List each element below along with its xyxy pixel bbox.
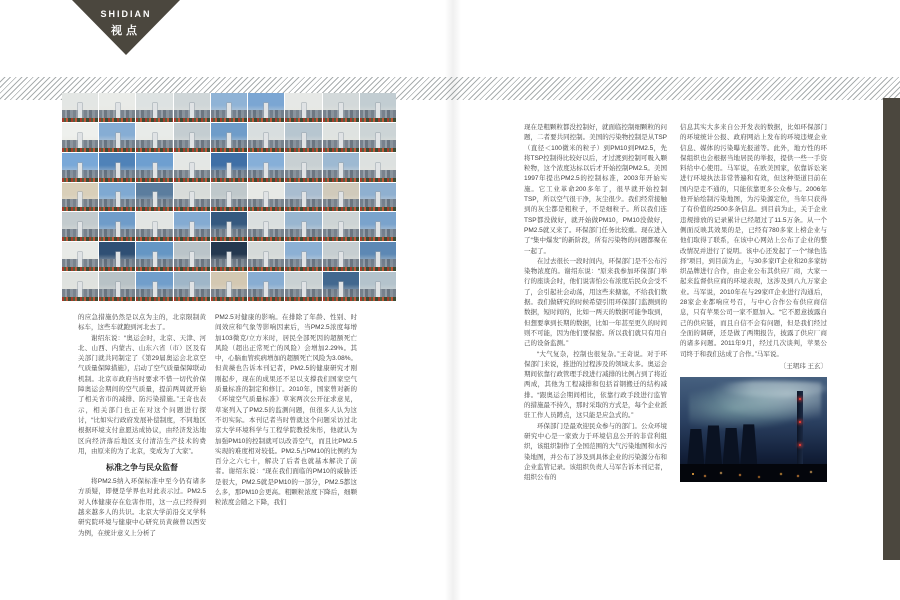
cooling-tower [723, 428, 740, 465]
flower-strip [360, 237, 396, 241]
flower-strip [99, 118, 135, 122]
sky-photo-thumbnail [174, 272, 210, 301]
tall-tower [302, 222, 306, 237]
sky-photo-thumbnail [285, 183, 321, 212]
ground-lights [692, 473, 694, 475]
tall-tower [376, 282, 380, 297]
right-edge-band [883, 98, 900, 560]
flower-strip [285, 148, 321, 152]
sky-photo-thumbnail [360, 212, 396, 241]
flower-strip [211, 237, 247, 241]
flower-strip [323, 178, 359, 182]
flower-strip [285, 297, 321, 301]
flower-strip [323, 207, 359, 211]
flower-strip [174, 207, 210, 211]
sky-photo-thumbnail [211, 93, 247, 122]
flower-strip [62, 148, 98, 152]
tall-tower [78, 103, 82, 118]
flower-strip [248, 297, 284, 301]
sky-photo-grid [62, 93, 396, 301]
tall-tower [116, 252, 120, 267]
tall-tower [264, 103, 268, 118]
sky-photo-thumbnail [323, 153, 359, 182]
tall-tower [264, 222, 268, 237]
flower-strip [62, 207, 98, 211]
flower-strip [323, 237, 359, 241]
flower-strip [136, 267, 172, 271]
tall-tower [264, 163, 268, 178]
power-plant-photo [680, 377, 827, 482]
tall-tower [264, 192, 268, 207]
tall-tower [376, 103, 380, 118]
left-page-column-1 [78, 313, 206, 539]
tall-tower [264, 252, 268, 267]
flower-strip [136, 297, 172, 301]
flower-strip [174, 148, 210, 152]
tall-tower [376, 252, 380, 267]
sky-photo-thumbnail [323, 123, 359, 152]
tall-tower [264, 133, 268, 148]
sky-photo-thumbnail [99, 183, 135, 212]
flower-strip [136, 237, 172, 241]
body-paragraph: 在过去很长一段时间内，环保部门是不公布污染物浓度的。谢绍东说：“原来我参加环保部门举行的座谈会时，他们说害怕公布浓度后民众会受不了，会引起社会动荡，用这些来搪塞，不给我们数据。我们做研究的时候希望引用环保部门监测到的数据，短时间的，比如一两天的数据可能争取到，但想要拿到长期的数据，比如一年甚至更久的时间则不可能，因为他们要保密。所以我们就只有用自己的设备监测。” [524, 257, 667, 348]
flower-strip [99, 267, 135, 271]
sky-photo-thumbnail [248, 183, 284, 212]
body-paragraph: “大气复杂，控制也很复杂。”王奇说。对于环保部门来说，推进的过程涉及的领域太多。奥运会期间依靠行政管理手段进行减排的比例占到了将近两成，其他为工程减排和包括首钢搬迁的结构减排。“跟奥运会期间相比，依靠行政手段进行监管的措施最不持久，那时采取的方式是，每个企业派驻工作人员蹲点，这只能是应急式的。” [524, 350, 667, 420]
flower-strip [174, 237, 210, 241]
sky-photo-thumbnail [323, 183, 359, 212]
flower-strip [323, 297, 359, 301]
tall-tower [78, 133, 82, 148]
tall-tower [339, 282, 343, 297]
flower-strip [99, 237, 135, 241]
flower-strip [136, 178, 172, 182]
sky-photo-thumbnail [62, 242, 98, 271]
body-paragraph: 的应急措施仍然是以点为主的，北京限制黄标车，这些车就跑到河北去了。 [78, 314, 206, 332]
tall-tower [116, 163, 120, 178]
sky-photo-thumbnail [136, 272, 172, 301]
flower-strip [136, 207, 172, 211]
flower-strip [360, 118, 396, 122]
sky-photo-thumbnail [211, 123, 247, 152]
flower-strip [248, 148, 284, 152]
section-heading: 标准之争与民众监督 [106, 463, 178, 473]
tall-tower [227, 252, 231, 267]
tall-tower [78, 282, 82, 297]
flower-strip [323, 267, 359, 271]
sky-photo-thumbnail [99, 272, 135, 301]
sky-photo-thumbnail [62, 123, 98, 152]
flower-strip [62, 297, 98, 301]
flower-strip [360, 148, 396, 152]
sky-photo-thumbnail [99, 153, 135, 182]
flower-strip [248, 118, 284, 122]
flower-strip [248, 267, 284, 271]
flower-strip [360, 178, 396, 182]
masthead-logo-en: SHIDIAN [100, 9, 152, 19]
tall-tower [116, 192, 120, 207]
flower-strip [211, 267, 247, 271]
tall-tower [78, 192, 82, 207]
tall-tower [227, 103, 231, 118]
tall-tower [376, 222, 380, 237]
sky-photo-thumbnail [248, 212, 284, 241]
tall-tower [339, 103, 343, 118]
tall-tower [302, 133, 306, 148]
tall-tower [339, 133, 343, 148]
sky-photo-thumbnail [136, 212, 172, 241]
sky-photo-thumbnail [99, 212, 135, 241]
sky-photo-thumbnail [360, 242, 396, 271]
sky-photo-thumbnail [285, 212, 321, 241]
dark-foreground [680, 464, 827, 482]
sky-photo-thumbnail [285, 272, 321, 301]
left-page-column-2 [215, 313, 357, 509]
tall-tower [153, 282, 157, 297]
body-paragraph: 将PM2.5纳入环保标准中至今仍有诸多方质疑，即便是学界也对此表示过。PM2.5对人体健康存在危害作用，这一点已经得到越来越多人的共识。北京大学前沿交叉学科研究院环境与健康中心研究员黄薇曾以西安为例，在统计意义上分析了 [78, 478, 206, 537]
flower-strip [285, 118, 321, 122]
tall-tower [116, 222, 120, 237]
tall-tower [339, 192, 343, 207]
sky-photo-thumbnail [248, 272, 284, 301]
cooling-tower [687, 429, 704, 465]
flower-strip [174, 267, 210, 271]
flower-strip [323, 118, 359, 122]
sky-photo-thumbnail [99, 242, 135, 271]
tall-tower [153, 103, 157, 118]
tall-tower [302, 103, 306, 118]
body-paragraph: 信息其实大多来自公开发表的数据，比如环保部门的环境统计公报、政府网站上发布的环境违规企业信息、媒体的污染曝光报道等。此外，地方性的环保组织也会根据当地居民的举报，提供一些一手资料给中心使用。马军说，在欧美国家，依靠诉讼案进行环境执法非常普遍和有效，但这种渠道目前在国内是走不通的，只能依靠更多公众参与。2006年他开始绘制污染地图，为污染源定位，当年只获得了有价值的2500多条信息。到目前为止，关于企业违规排放的记录累计已经超过了11.5万条。从一个侧面反映其效果的是，已经有780多家上榜企业与他们取得了联系，在该中心网站上公布了企业的整改情况并进行了说明。该中心还发起了一个“绿色选择”项目，到目前为止，与30多家IT企业和20多家纺织品牌进行合作，由企业公布其供应厂商，大家一起来监督供应商的环境表现，这涉及到八九万家企业。马军说，2010年在与29家IT企业进行沟通后，28家企业都响应号召，与中心合作公布供应商信息，只有苹果公司一家不愿加入。“它不愿意披露自己的供应链，而且自信不会有问题，但是我们经过全面的调研，还是做了两期报告，披露了供应厂商的诸多问题。2011年9月，经过几次谈判，苹果公司终于和我们达成了合作。”马军说。 [680, 124, 827, 358]
flower-strip [62, 178, 98, 182]
sky-photo-thumbnail [99, 93, 135, 122]
flower-strip [211, 207, 247, 211]
tall-tower [153, 222, 157, 237]
tall-tower [227, 282, 231, 297]
sky-photo-thumbnail [323, 93, 359, 122]
tall-tower [190, 192, 194, 207]
flower-strip [62, 267, 98, 271]
flower-strip [136, 148, 172, 152]
tall-tower [339, 222, 343, 237]
tall-tower [190, 163, 194, 178]
tall-tower [78, 252, 82, 267]
sky-photo-thumbnail [248, 123, 284, 152]
sky-photo-thumbnail [174, 93, 210, 122]
body-paragraph: 环保部门是最欢迎民众参与的部门。公众环境研究中心是一家致力于环境信息公开的非营利组织，该组织制作了全国范围的大气污染地图和水污染地图，并公布了涉及到具体企业的污染源分布和企业监管记录。该组织负责人马军告诉本刊记者，组织公布的 [524, 422, 667, 482]
sky-photo-thumbnail [323, 272, 359, 301]
tall-tower [153, 252, 157, 267]
sky-photo-thumbnail [285, 93, 321, 122]
tall-tower [78, 163, 82, 178]
tall-tower [190, 133, 194, 148]
tall-tower [302, 282, 306, 297]
tall-tower [227, 192, 231, 207]
flower-strip [62, 118, 98, 122]
tall-tower [190, 282, 194, 297]
flower-strip [174, 297, 210, 301]
sky-photo-thumbnail [136, 93, 172, 122]
sky-photo-thumbnail [136, 183, 172, 212]
sky-photo-thumbnail [248, 93, 284, 122]
sky-photo-thumbnail [285, 123, 321, 152]
body-paragraph: PM2.5对健康的影响。在排除了年龄、性别、时间效应和气象等影响因素后，当PM2.5浓度每增加103微克/立方米时，居民全部死因的超额死亡风险（超出正常死亡的风险）会增加2.29%。其中，心脑血管疾病增加的超额死亡风险为3.08%。但黄薇也告诉本刊记者，PM2.5的健康研究才刚刚起步，现在的成果还不足以支撑我们国家空气质量标准的制定和修订。2010年，国家曾对新的《环境空气质量标准》草案两次公开征求意见，草案列入了PM2.5的监测问题，但很多人认为这不切实际。本刊记者当时曾就这个问题采访过北京大学环境科学与工程学院教授朱彤，他就认为加强PM10的控制就可以改善空气，而且比PM2.5实现的难度相对较低。PM2.5占PM10的比例约为百分之六七十，解决了后者也就基本解决了前者。谢绍东说：“现在我们面临的PM10的威胁还是很大，PM2.5就是PM10的一部分，PM2.5都这么多，那PM10会更高。粗颗粒浓度下降后，细颗粒浓度会随之下降，我们 [215, 314, 357, 507]
sky-photo-thumbnail [211, 212, 247, 241]
flower-strip [360, 267, 396, 271]
sky-photo-thumbnail [62, 272, 98, 301]
tall-tower [78, 222, 82, 237]
tall-tower [339, 252, 343, 267]
sky-photo-thumbnail [360, 183, 396, 212]
author-credit: 〔王珺玮 王玄〕 [779, 362, 827, 370]
sky-photo-thumbnail [174, 242, 210, 271]
sky-photo-thumbnail [174, 212, 210, 241]
sky-photo-thumbnail [211, 242, 247, 271]
flower-strip [99, 297, 135, 301]
flower-strip [285, 267, 321, 271]
sky-photo-thumbnail [136, 123, 172, 152]
flower-strip [174, 118, 210, 122]
right-page-column-1 [524, 123, 667, 483]
sky-photo-thumbnail [62, 183, 98, 212]
sky-photo-thumbnail [99, 123, 135, 152]
tall-tower [190, 252, 194, 267]
tall-tower [116, 103, 120, 118]
tall-tower [302, 192, 306, 207]
body-paragraph: 谢绍东说：“奥运会时，北京、天津、河北、山西、内蒙古、山东六省（市）区及有关部门就共同制定了《第29届奥运会北京空气质量保障措施》，启动了空气质量保障联动机制。北京市政府当时要求不惜一切代价保障奥运会期间的空气质量，提前两周就开始了相关省市的减排、防污染措施。”王奇也表示，相关部门也正在对这个问题进行探讨，“比如实行政府发展补偿制度，不同地区根据环境支付意愿达成协议，由经济发达地区向经济落后地区支付清洁生产技术的费用，由原来的为了北京，变成为了大家”。 [78, 334, 206, 455]
sky-photo-thumbnail [174, 183, 210, 212]
flower-strip [248, 237, 284, 241]
tall-tower [153, 133, 157, 148]
sky-photo-thumbnail [248, 153, 284, 182]
flower-strip [248, 207, 284, 211]
flower-strip [211, 148, 247, 152]
sky-photo-thumbnail [136, 153, 172, 182]
flower-strip [211, 297, 247, 301]
tall-tower [153, 192, 157, 207]
flower-strip [136, 118, 172, 122]
sky-photo-thumbnail [211, 153, 247, 182]
flower-strip [62, 237, 98, 241]
flower-strip [174, 178, 210, 182]
tall-tower [264, 282, 268, 297]
tall-tower [190, 222, 194, 237]
sky-photo-thumbnail [285, 242, 321, 271]
tall-tower [116, 282, 120, 297]
body-paragraph: 现在是粗颗粒都没控制好，就面临控制细颗粒的问题，二者要共同控制。美国的污染物控制是从TSP（直径＜100微米的粒子）到PM10到PM2.5，先将TSP控制得比较好以后，才过渡到控制可吸入颗粒物，这个浓度达标以后才开始控制PM2.5。美国1997年提出PM2.5的控制标准，2003年开始实施。它工业革命200多年了，很早就开始控制TSP，所以空气很干净，灰尘很少。我们经常接触到的灰尘都是粗粒子，不是细粒子。所以我们连TSP都没做好，就开始做PM10，PM10没做好，PM2.5就又来了。环保部门任务比较重。现在进入了“集中爆发”的新阶段，所有污染物的问题都聚在一起了。 [524, 124, 667, 255]
flower-strip [211, 118, 247, 122]
tall-tower [376, 192, 380, 207]
sky-photo-thumbnail [211, 272, 247, 301]
flower-strip [360, 297, 396, 301]
masthead-logo-cn: 视点 [111, 25, 141, 37]
sky-photo-thumbnail [136, 242, 172, 271]
tall-tower [376, 133, 380, 148]
tall-tower [227, 163, 231, 178]
sky-photo-thumbnail [211, 183, 247, 212]
tall-tower [227, 133, 231, 148]
cooling-tower [705, 425, 722, 464]
tall-tower [302, 252, 306, 267]
tall-tower [376, 163, 380, 178]
flower-strip [99, 207, 135, 211]
sky-photo-thumbnail [174, 153, 210, 182]
flower-strip [99, 178, 135, 182]
sky-photo-thumbnail [323, 212, 359, 241]
sky-photo-thumbnail [62, 212, 98, 241]
chimney [797, 391, 803, 465]
page-fold-shadow [445, 0, 461, 600]
sky-photo-thumbnail [248, 242, 284, 271]
cooling-tower [740, 424, 757, 464]
flower-strip [211, 178, 247, 182]
sky-photo-thumbnail [62, 153, 98, 182]
flower-strip [285, 178, 321, 182]
sky-photo-thumbnail [174, 123, 210, 152]
tall-tower [190, 103, 194, 118]
flower-strip [323, 148, 359, 152]
flower-strip [285, 207, 321, 211]
tall-tower [339, 163, 343, 178]
sky-photo-thumbnail [360, 272, 396, 301]
tall-tower [302, 163, 306, 178]
flower-strip [248, 178, 284, 182]
sky-photo-thumbnail [360, 153, 396, 182]
tall-tower [153, 163, 157, 178]
flower-strip [360, 207, 396, 211]
sky-photo-thumbnail [62, 93, 98, 122]
flower-strip [99, 148, 135, 152]
tall-tower [227, 222, 231, 237]
flower-strip [285, 237, 321, 241]
sky-photo-thumbnail [360, 93, 396, 122]
right-page-column-2 [680, 123, 827, 482]
sky-photo-thumbnail [323, 242, 359, 271]
sky-photo-thumbnail [285, 153, 321, 182]
sky-photo-thumbnail [360, 123, 396, 152]
tall-tower [116, 133, 120, 148]
